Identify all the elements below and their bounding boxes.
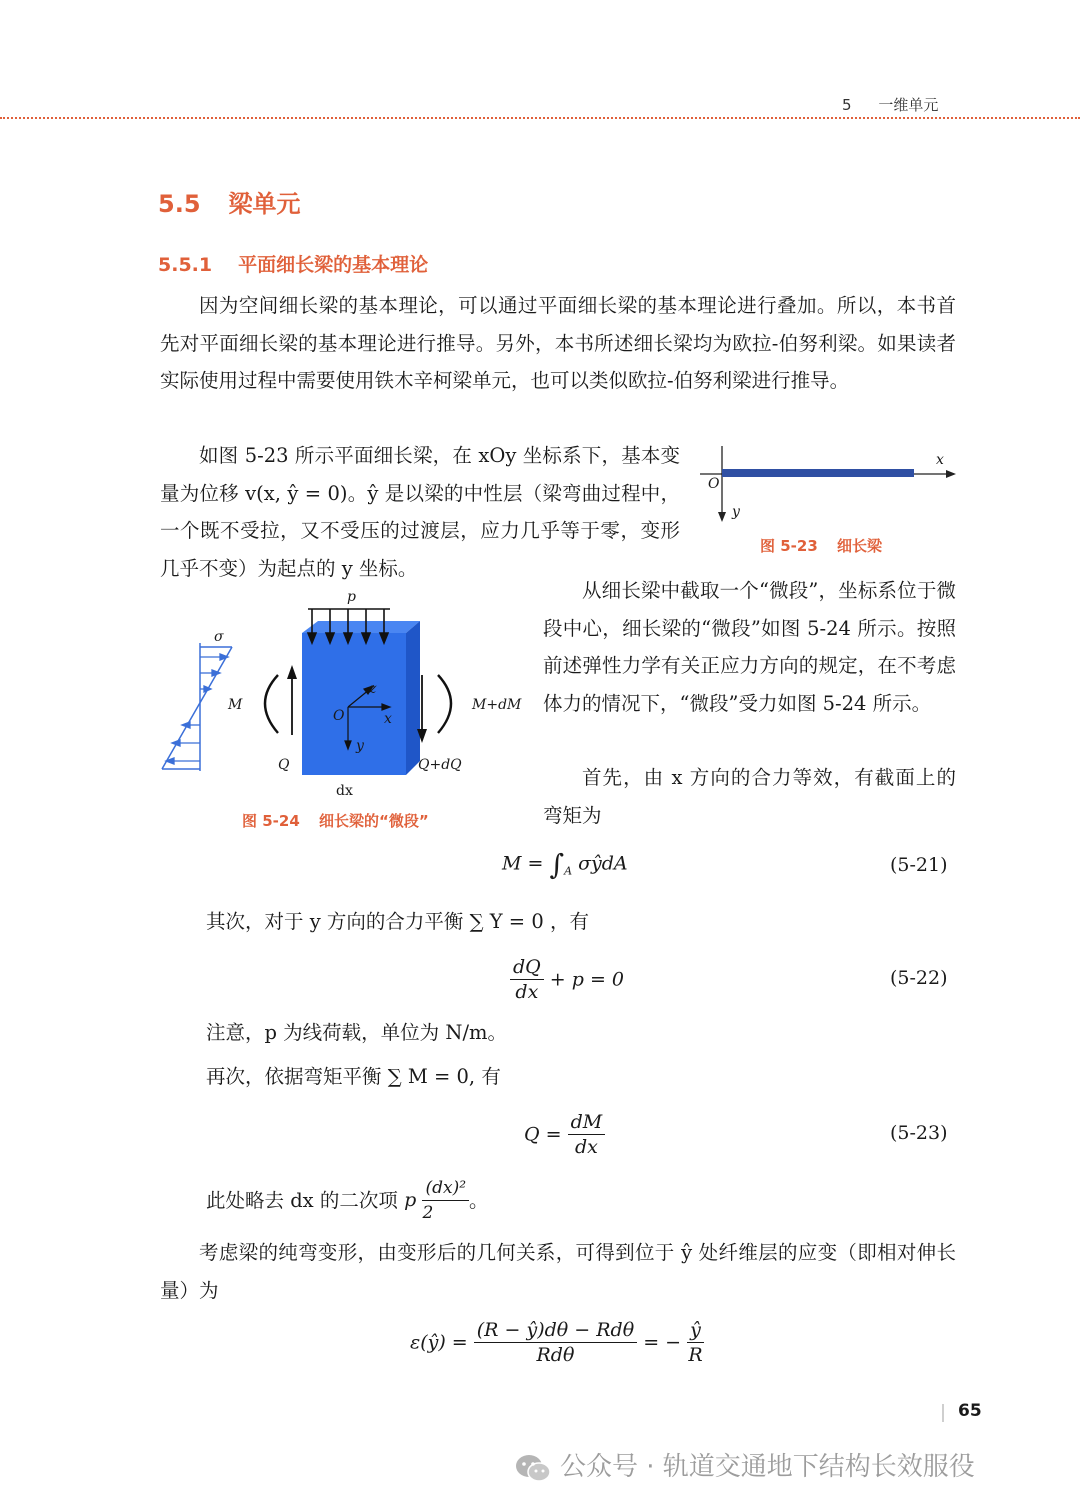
- note-paragraph: 注意，p 为线荷载，单位为 N/m。: [206, 1021, 508, 1044]
- equation-5-21: [502, 848, 628, 881]
- fig24-paragraph: 从细长梁中截取一个“微段”，坐标系位于微段中心，细长梁的“微段”如图 5-24 所示。按照前述弹性力学有关正应力方向的规定，在不考虑体力的情况下，“微段”受力如图 5-24 所示。: [543, 579, 956, 715]
- subsection-number: 5.5.1: [158, 254, 213, 276]
- running-header: [842, 94, 938, 115]
- fig24-caption-number: 图 5-24: [242, 812, 300, 830]
- eq22-fraction: $\frac{dQ}{dx}$: [510, 955, 544, 1004]
- sigma-label: σ: [214, 629, 224, 645]
- shear-Q-label: Q: [278, 757, 290, 773]
- load-p-label: p: [347, 589, 356, 605]
- eq21-lhs: M =: [502, 852, 544, 875]
- figure-5-23-caption: [760, 535, 882, 556]
- section-name: 梁单元: [228, 190, 301, 218]
- eq23-lhs: Q =: [524, 1123, 562, 1146]
- beam-x-label: x: [936, 452, 944, 468]
- eq21-sub: A: [564, 864, 573, 878]
- first-paragraph: 首先，由 x 方向的合力等效，有截面上的弯矩为: [543, 766, 956, 827]
- consider-paragraph: 考虑梁的纯弯变形，由变形后的几何关系，可得到位于 ŷ 处纤维层的应变（即相对伸长量）为: [160, 1241, 956, 1302]
- omit-prefix: 此处略去 dx 的二次项: [206, 1188, 398, 1212]
- third-paragraph: 再次，依据弯矩平衡 ∑ M = 0, 有: [206, 1065, 501, 1088]
- page-number-bar: [942, 1404, 944, 1422]
- intro-paragraph: 因为空间细长梁的基本理论，可以通过平面细长梁的基本理论进行叠加。所以，本书首先对平面细长梁的基本理论进行推导。另外，本书所述细长梁均为欧拉-伯努利梁。如果读者实际使用过程中需要使用铁木辛柯梁单元，也可以类似欧拉-伯努利梁进行推导。: [160, 294, 956, 392]
- equation-5-22: [510, 955, 624, 1004]
- chapter-title: 一维单元: [878, 96, 939, 114]
- block-top: [302, 621, 420, 633]
- wechat-icon: [514, 1453, 552, 1483]
- stress-distribution-line: [162, 647, 232, 769]
- watermark-text: 公众号 · 轨道交通地下结构长效服役: [560, 1452, 975, 1482]
- fig23-paragraph: 如图 5-23 所示平面细长梁，在 xOy 坐标系下，基本变量为位移 v(x, ŷ = 0)。ŷ 是以梁的中性层（梁弯曲过程中，一个既不受拉，又不受压的过渡层，应力几乎等于零，变形几乎不变）为起点的 y 坐标。: [160, 444, 680, 580]
- beam-y-label: y: [732, 504, 740, 520]
- figure-5-24-caption: [242, 810, 429, 831]
- figure-5-24-segment: [150, 585, 530, 805]
- header-rule: [0, 117, 1080, 119]
- omit-fraction: $\frac{\text{(dx)²}}{2}$: [422, 1176, 469, 1225]
- beam-bar: [722, 469, 914, 477]
- section-number: 5.5: [158, 190, 201, 218]
- segment-x-label: x: [384, 711, 392, 727]
- equation-5-23: [524, 1110, 605, 1159]
- right-moment-arc: [438, 675, 451, 733]
- block-side: [406, 621, 420, 775]
- strain-fraction-2: $\frac{ŷ}{R}$: [688, 1319, 703, 1366]
- segment-y-label: y: [356, 738, 364, 754]
- figure-5-23-beam: [698, 440, 960, 528]
- moment-M-label: M: [228, 697, 243, 713]
- moment-MdM-label: M+dM: [472, 697, 522, 713]
- chapter-number: 5: [842, 96, 852, 114]
- subsection-title: [158, 250, 428, 277]
- strain-fraction: $\frac{\text{(R − ŷ)dθ − Rdθ}}{\text{Rdθ}}$: [474, 1318, 637, 1367]
- page-number: 65: [958, 1401, 982, 1421]
- strain-equation: [410, 1318, 704, 1367]
- eq21-number: (5-21): [890, 854, 948, 876]
- omit-end: 。: [469, 1188, 489, 1212]
- fig23-caption-number: 图 5-23: [760, 537, 818, 555]
- eq22-number: (5-22): [890, 967, 948, 989]
- eq22-rest: + p = 0: [549, 968, 625, 991]
- eq21-integral: ∫: [549, 848, 565, 881]
- strain-lhs: ε(ŷ) =: [410, 1331, 468, 1354]
- left-shear-arrow: [287, 665, 297, 679]
- fig24-caption-title: 细长梁的“微段”: [319, 812, 429, 830]
- eq23-fraction: $\frac{dM}{dx}$: [568, 1110, 606, 1159]
- dx-label: dx: [336, 783, 353, 799]
- omit-paragraph: [206, 1176, 489, 1225]
- block-front: [302, 633, 406, 775]
- shear-QdQ-label: Q+dQ: [418, 757, 462, 773]
- beam-origin-label: O: [708, 476, 720, 492]
- watermark: [514, 1446, 975, 1483]
- segment-z-label: z: [369, 681, 377, 697]
- fig23-caption-title: 细长梁: [837, 537, 883, 555]
- segment-origin-label: O: [333, 708, 345, 724]
- section-title: [158, 184, 301, 219]
- y-axis-arrow: [718, 512, 726, 522]
- strain-mid: = −: [643, 1331, 682, 1354]
- omit-p: p: [404, 1188, 417, 1211]
- eq21-body: σŷdA: [578, 852, 628, 875]
- subsection-name: 平面细长梁的基本理论: [238, 254, 429, 276]
- eq23-number: (5-23): [890, 1122, 948, 1144]
- left-moment-arc: [265, 675, 278, 733]
- second-paragraph: 其次，对于 y 方向的合力平衡 ∑ Y = 0 ，有: [206, 910, 589, 933]
- x-axis-arrow: [946, 470, 956, 478]
